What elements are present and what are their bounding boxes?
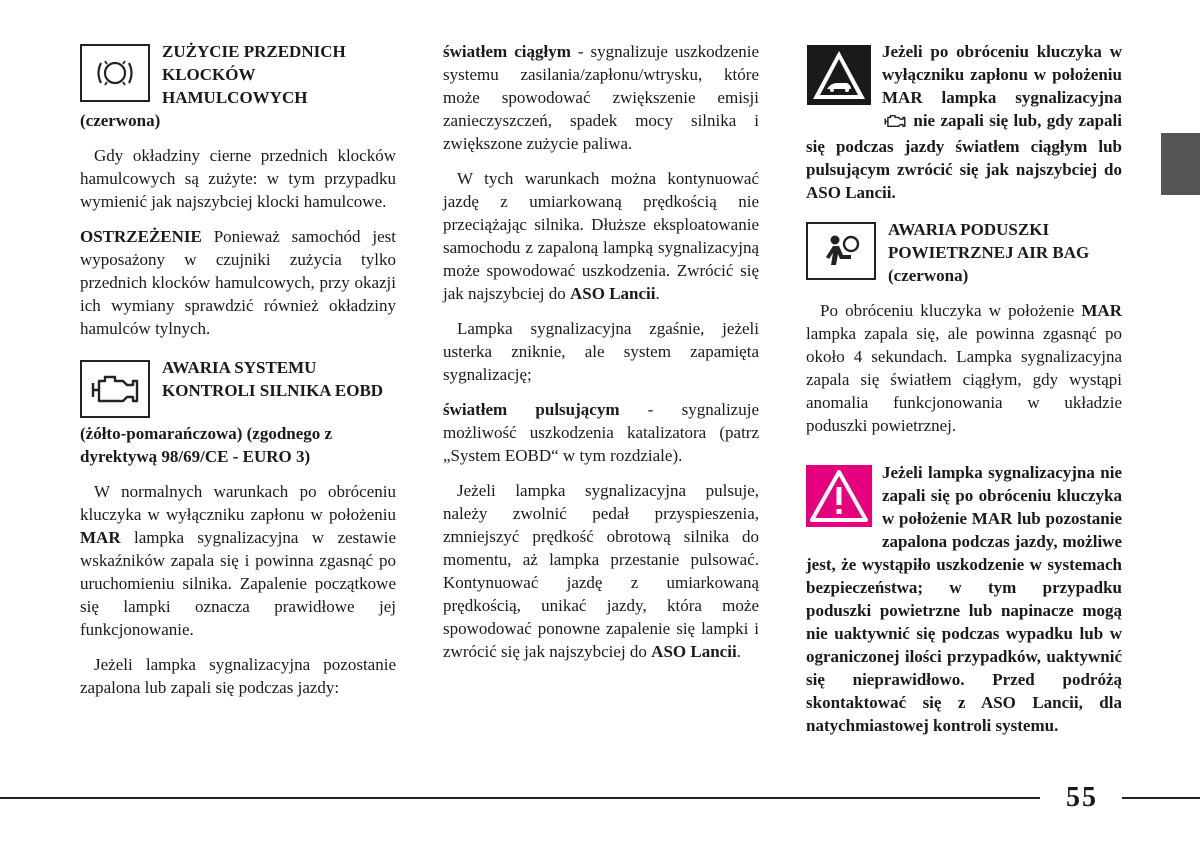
pulsing-light-text: - sygnalizuje możliwość uszkodzenia katalizatora (patrz „System EOBD“ w tym rozdziale). [443,400,759,465]
steady-light-text: - sygnalizuje uszkodzenie systemu zasilania/zapłonu/wtrysku, które może spowodować zwiększenie emisji zanieczyszczeń, spadek mocy silnika i zwiększone zużycie paliwa. [443,42,760,153]
column-3 [806,40,1122,737]
lamp-goes-out-paragraph: Lampka sygnalizacyjna zgaśnie, jeżeli usterka zniknie, ale system zapamięta sygnalizację; [443,319,759,384]
steady-light-label: światłem ciągłym [443,42,571,61]
engine-warning-text-a: Jeżeli po obróceniu kluczyka w wyłączniku zapłonu w położeniu MAR lampka sygnalizacyjna [882,42,1122,107]
eobd-stays-on-paragraph: Jeżeli lampka sygnalizacyjna pozostanie zapalona lub zapali się podczas jazdy: [80,655,396,697]
airbag-text-b: lampka zapala się, ale powinna zgasnąć po około 4 sekundach. Lampka sygnalizacyjna zapala się światłem ciągłym, gdy wystąpi anomalia funkcjonowania w układzie poduszki powietrznej. [806,324,1122,435]
page-number: 55 [1066,782,1098,813]
continue-driving-paragraph [443,167,759,305]
aso-lancii-label-2: ASO Lancii [651,642,737,661]
airbag-mar-label: MAR [1081,301,1122,320]
brake-pad-wear-icon [80,44,150,102]
pulsing-light-paragraph [443,398,759,467]
column-2 [443,40,759,675]
airbag-safety-text: Jeżeli lampka sygnalizacyjna nie zapali się po obróceniu kluczyka w położenie MAR lub pozostanie zapalona podczas jazdy, możliwe jest, że wystąpiło uszkodzenie w systemach bezpieczeństwa; w tym przypadku poduszki powietrzne lub napinacze mogą nie uaktywnić się podczas wypadku lub w ograniczonej ilości przypadków, uaktywnić się nieprawidłowo. Przed podróżą skontaktować się z ASO Lancii, dla natychmiastowej kontroli systemu. [806,463,1122,735]
section-title-airbag: AWARIA PODUSZKI POWIETRZNEJ AIR BAG (czerwona) [888,220,1090,285]
column-1 [80,40,396,711]
airbag-paragraph [806,299,1122,437]
brake-pads-paragraph: Gdy okładziny cierne przednich klocków hamulcowych są zużyte: w tym przypadku wymienić jak najszybciej klocki hamulcowe. [80,146,396,211]
eobd-subtitle: (żółto-pomarańczowa) (zgodnego z dyrektywą 98/69/CE - EURO 3) [80,424,333,466]
continue-text-b: . [655,284,660,303]
pulsing-action-text-a: Jeżeli lampka sygnalizacyjna pulsuje, należy zwolnić pedał przyspieszenia, zmniejszyć prędkość obrotową silnika do momentu, aż lampka przestanie pulsować. Kontynuować jazdę z umiarkowaną prędkością, unikać jazdy, która może spowodować ponowne zapalenie się lampki i zwrócić się jak najszybciej do [443,481,759,661]
warning-triangle-icon [806,463,872,529]
footer-rule-left [0,797,1040,799]
engine-warning-note [806,40,1122,204]
brake-pads-color: (czerwona) [80,111,161,130]
brake-pads-title: ZUŻYCIE PRZEDNICH KLOCKÓW HAMULCOWYCH [162,42,346,107]
pulsing-action-paragraph [443,479,759,663]
engine-check-icon [80,360,150,418]
pulsing-light-label: światłem pulsującym [443,400,620,419]
brake-warning-paragraph [80,225,396,340]
eobd-text-b: lampka sygnalizacyjna w zestawie wskaźników zapala się i powinna zgasnąć po uruchomieniu silnika. Zapalenie początkowe się lampki oznacza prawidłowe jej funkcjonowanie. [80,528,396,639]
airbag-icon [806,222,876,280]
footer-rule-right [1122,797,1200,799]
eobd-normal-paragraph [80,480,396,641]
airbag-safety-note [806,461,1122,737]
aso-lancii-label: ASO Lancii [570,284,656,303]
engine-warning-text-b: nie zapali się lub, gdy zapali się podczas jazdy światłem ciągłym lub pulsującym zwrócić się jak najszybciej do ASO Lancii. [806,111,1122,202]
continue-text-a: W tych warunkach można kontynuować jazdę z umiarkowaną prędkością nie przeciążając silnika. Dłuższe eksploatowanie samochodu z zapaloną lampką sygnalizacyjną może spowodować uszkodzenia. Zwrócić się jak najszybciej do [443,169,759,303]
steady-light-paragraph [443,40,759,155]
section-tab-marker [1161,133,1200,195]
eobd-text-a: W normalnych warunkach po obróceniu kluczyka w wyłączniku zapłonu w położeniu [80,482,396,524]
engine-check-inline-icon [882,112,908,135]
warning-text: Ponieważ samochód jest wyposażony w czujniki zużycia tylko przednich klocków hamulcowych, przy okazji ich wymiany sprawdzić również okładziny hamulców tylnych. [80,227,396,338]
pulsing-action-text-b: . [736,642,741,661]
warning-label: OSTRZEŻENIE [80,227,202,246]
section-title-eobd: AWARIA SYSTEMU KONTROLI SILNIKA EOBD [162,358,384,400]
airbag-text-a: Po obróceniu kluczyka w położenie [820,301,1082,320]
slippery-car-warning-icon [806,42,872,108]
mar-label: MAR [80,528,121,547]
